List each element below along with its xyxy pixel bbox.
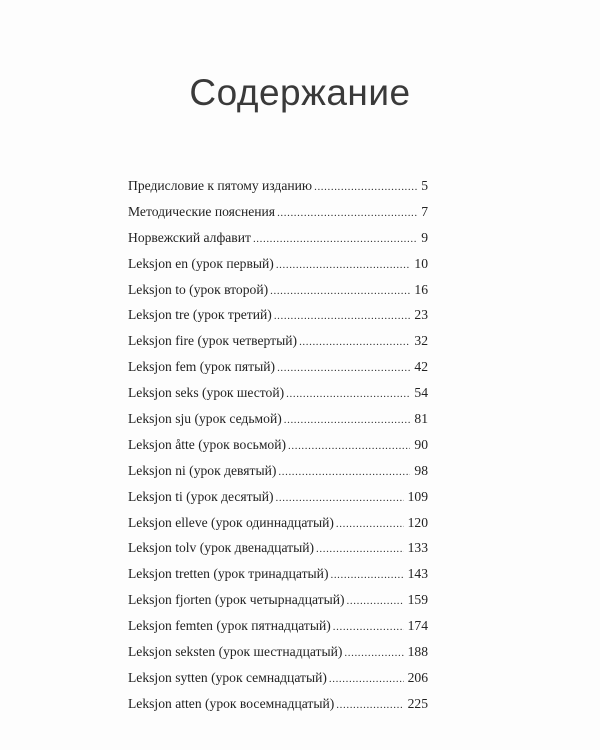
toc-entry	[128, 359, 428, 385]
toc-dot-leader	[278, 466, 410, 478]
toc-entry-page: 188	[407, 644, 428, 660]
toc-entry-label: Leksjon seksten (урок шестнадцатый)	[128, 644, 343, 660]
toc-entry-page: 7	[421, 203, 428, 219]
toc-entry-label: Leksjon to (урок второй)	[128, 281, 269, 297]
toc-entry	[128, 515, 428, 541]
toc-entry-label: Leksjon sju (урок седьмой)	[128, 411, 282, 427]
toc-dot-leader	[299, 336, 410, 348]
toc-entry-label: Leksjon tre (урок третий)	[128, 307, 272, 323]
toc-entry-page: 9	[421, 229, 428, 245]
toc-entry-page: 98	[414, 462, 428, 478]
toc-dot-leader	[314, 181, 417, 193]
toc-entry	[128, 696, 428, 722]
toc-entry-label: Leksjon atten (урок восемнадцатый)	[128, 695, 335, 711]
toc-entry-page: 133	[407, 540, 428, 556]
toc-entry-label: Leksjon fjorten (урок четырнадцатый)	[128, 592, 345, 608]
toc-entry-label: Leksjon åtte (урок восьмой)	[128, 436, 287, 452]
toc-entry	[128, 437, 428, 463]
toc-entry-label: Leksjon en (урок первый)	[128, 255, 274, 271]
toc-entry	[128, 489, 428, 515]
toc-dot-leader	[276, 259, 411, 271]
toc-entry	[128, 463, 428, 489]
toc-entry-label: Leksjon tolv (урок двенадцатый)	[128, 540, 315, 556]
toc-dot-leader	[330, 569, 403, 581]
toc-entry	[128, 540, 428, 566]
toc-dot-leader	[284, 414, 411, 426]
toc-entry	[128, 178, 428, 204]
toc-dot-leader	[253, 233, 417, 245]
toc-entry-label: Предисловие к пятому изданию	[128, 178, 313, 193]
toc-entry	[128, 618, 428, 644]
toc-entry-page: 32	[414, 333, 428, 349]
toc-entry-page: 16	[414, 281, 428, 297]
toc-entry-label: Leksjon seks (урок шестой)	[128, 385, 285, 401]
table-of-contents	[128, 178, 428, 722]
toc-entry-label: Leksjon femten (урок пятнадцатый)	[128, 618, 331, 634]
toc-dot-leader	[274, 310, 411, 322]
toc-entry-page: 206	[407, 669, 428, 685]
toc-entry-page: 5	[421, 178, 428, 193]
toc-dot-leader	[347, 595, 404, 607]
toc-entry-page: 159	[407, 592, 428, 608]
toc-dot-leader	[329, 673, 404, 685]
toc-entry	[128, 333, 428, 359]
toc-dot-leader	[286, 388, 410, 400]
toc-dot-leader	[316, 543, 404, 555]
toc-dot-leader	[344, 647, 403, 659]
toc-entry-page: 143	[407, 566, 428, 582]
toc-entry-label: Leksjon fem (урок пятый)	[128, 359, 276, 375]
toc-entry	[128, 566, 428, 592]
toc-dot-leader	[336, 518, 404, 530]
toc-entry-label: Leksjon elleve (урок одиннадцатый)	[128, 514, 334, 530]
toc-entry-page: 10	[414, 255, 428, 271]
toc-entry-label: Leksjon fire (урок четвертый)	[128, 333, 298, 349]
toc-dot-leader	[277, 207, 417, 219]
toc-dot-leader	[276, 492, 404, 504]
toc-dot-leader	[270, 285, 410, 297]
toc-entry-page: 42	[414, 359, 428, 375]
toc-entry	[128, 592, 428, 618]
toc-entry	[128, 256, 428, 282]
toc-dot-leader	[277, 362, 410, 374]
toc-entry-label: Норвежский алфавит	[128, 229, 251, 245]
toc-entry	[128, 230, 428, 256]
toc-entry-label: Leksjon ti (урок десятый)	[128, 488, 274, 504]
toc-entry-page: 90	[414, 436, 428, 452]
toc-entry-page: 225	[407, 695, 428, 711]
toc-dot-leader	[333, 621, 404, 633]
toc-entry-page: 120	[407, 514, 428, 530]
toc-entry-page: 54	[414, 385, 428, 401]
toc-dot-leader	[336, 699, 403, 711]
toc-entry-page: 174	[407, 618, 428, 634]
toc-entry	[128, 307, 428, 333]
toc-entry-page: 23	[414, 307, 428, 323]
page-title: Содержание	[189, 72, 411, 113]
toc-entry-page: 81	[414, 411, 428, 427]
toc-entry-label: Leksjon ni (урок девятый)	[128, 462, 277, 478]
toc-dot-leader	[288, 440, 410, 452]
toc-entry-label: Leksjon sytten (урок семнадцатый)	[128, 669, 327, 685]
toc-entry	[128, 644, 428, 670]
toc-entry	[128, 282, 428, 308]
toc-entry-label: Leksjon tretten (урок тринадцатый)	[128, 566, 329, 582]
toc-entry-label: Методические пояснения	[128, 203, 276, 219]
toc-entry	[128, 204, 428, 230]
toc-entry-page: 109	[407, 488, 428, 504]
toc-entry	[128, 670, 428, 696]
toc-entry	[128, 411, 428, 437]
toc-entry	[128, 385, 428, 411]
